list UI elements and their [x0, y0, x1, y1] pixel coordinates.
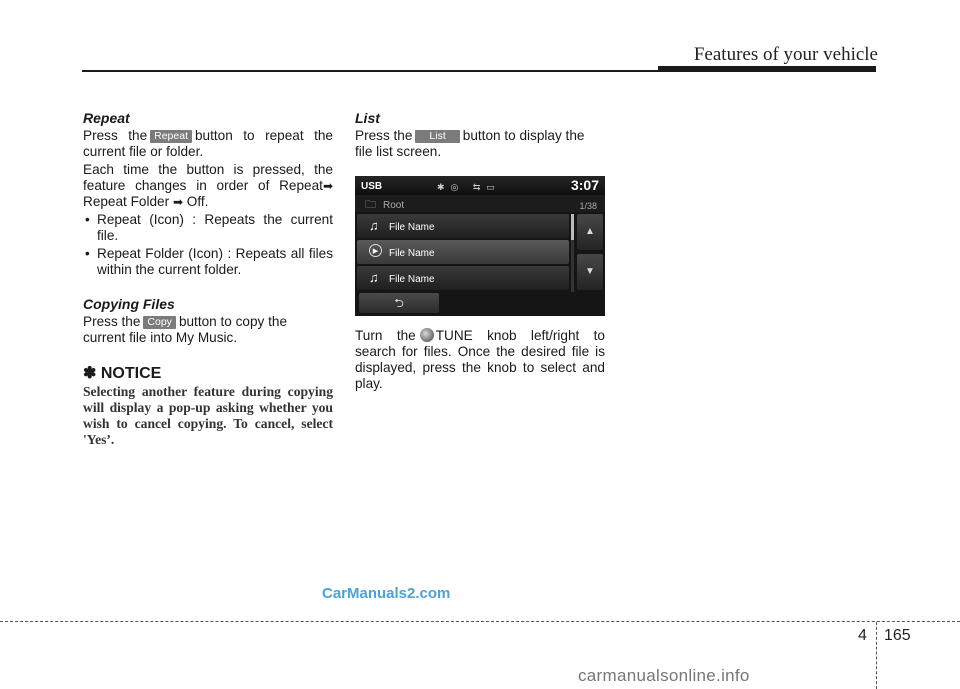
repeat-heading: Repeat	[83, 110, 130, 126]
up-arrow-icon: ▲	[585, 226, 595, 237]
file-name: File Name	[389, 222, 435, 233]
list-item: • Repeat Folder (Icon) : Repeats all files within the current folder.	[83, 246, 333, 278]
scroll-up-button[interactable]	[577, 214, 603, 250]
arrow-right-icon: ➡	[172, 195, 183, 209]
notice-star-icon: ✽	[83, 365, 97, 382]
arrow-right-icon: ➡	[322, 179, 333, 193]
header-rule	[82, 70, 694, 72]
tune-knob-icon	[420, 328, 434, 342]
repeat-bullets	[83, 212, 333, 278]
bluetooth-icon: ✱◎ ⇆▭	[437, 182, 501, 192]
file-count: 1/38	[579, 201, 597, 211]
folder-name: Root	[383, 200, 405, 211]
repeat-paragraph-1	[83, 128, 333, 160]
back-button[interactable]	[359, 293, 439, 313]
play-icon: ▶	[369, 244, 382, 257]
header-rule-accent	[658, 66, 876, 72]
down-arrow-icon: ▼	[585, 266, 595, 277]
scrollbar-thumb[interactable]	[571, 214, 574, 240]
site-footer-link[interactable]: carmanualsonline.info	[578, 666, 750, 685]
footer-rule	[0, 621, 960, 622]
left-column	[83, 110, 333, 448]
repeat-button: Repeat	[150, 130, 192, 143]
repeat-order-text: Off.	[186, 194, 209, 209]
tune-paragraph	[355, 328, 605, 392]
file-row[interactable]	[357, 214, 569, 238]
list-paragraph	[355, 128, 605, 160]
source-label: USB	[361, 181, 383, 192]
list-button: List	[415, 130, 459, 143]
file-row-selected[interactable]	[357, 240, 569, 264]
repeat-text: button to repeat the current file or folder.	[83, 128, 333, 159]
file-name: File Name	[389, 248, 435, 259]
repeat-order-text: Each time the button is pressed, the feature changes in order of Repeat	[83, 162, 333, 193]
scroll-down-button[interactable]	[577, 254, 603, 290]
chapter-number: 4	[858, 627, 867, 644]
folder-path-bar	[355, 195, 605, 212]
copying-heading: Copying Files	[83, 296, 175, 312]
head-unit-screen	[355, 176, 605, 316]
repeat-order-text: Repeat Folder	[83, 194, 170, 209]
repeat-text: Press the	[83, 128, 148, 143]
watermark-link[interactable]: CarManuals2.com	[322, 585, 451, 602]
music-note-icon: ♫	[369, 270, 379, 285]
back-arrow-icon: ⮌	[394, 296, 404, 310]
clock: 3:07	[570, 177, 599, 193]
tune-text: Turn the	[355, 328, 416, 343]
list-item: • Repeat (Icon) : Repeats the current file.	[83, 212, 333, 244]
folder-icon: 🗀	[365, 199, 376, 211]
file-name: File Name	[389, 274, 435, 285]
tune-text: TUNE knob left/right to search for files. Once the desired file is displayed, press the knob to select and play.	[355, 328, 605, 391]
music-note-icon: ♫	[369, 218, 379, 233]
screen-status-bar	[355, 176, 605, 195]
copying-text: Press the	[83, 314, 141, 329]
copy-button: Copy	[143, 316, 176, 329]
notice-body: Selecting another feature during copying will display a pop-up asking whether you wish to cancel copying. To cancel, select 'Yes’.	[83, 384, 333, 447]
file-row[interactable]	[357, 266, 569, 290]
list-heading: List	[355, 110, 380, 126]
list-text: button to display the file list screen.	[355, 128, 585, 159]
copying-text: button to copy the current file into My Music.	[83, 314, 288, 345]
footer-divider	[876, 622, 877, 689]
list-text: Press the	[355, 128, 413, 143]
notice-title	[83, 366, 333, 382]
page-number: 165	[884, 627, 911, 644]
copying-paragraph	[83, 314, 333, 346]
header-title: Features of your vehicle	[693, 44, 878, 65]
notice-title-text: NOTICE	[100, 365, 162, 382]
middle-column	[355, 110, 605, 394]
repeat-paragraph-2	[83, 162, 333, 210]
